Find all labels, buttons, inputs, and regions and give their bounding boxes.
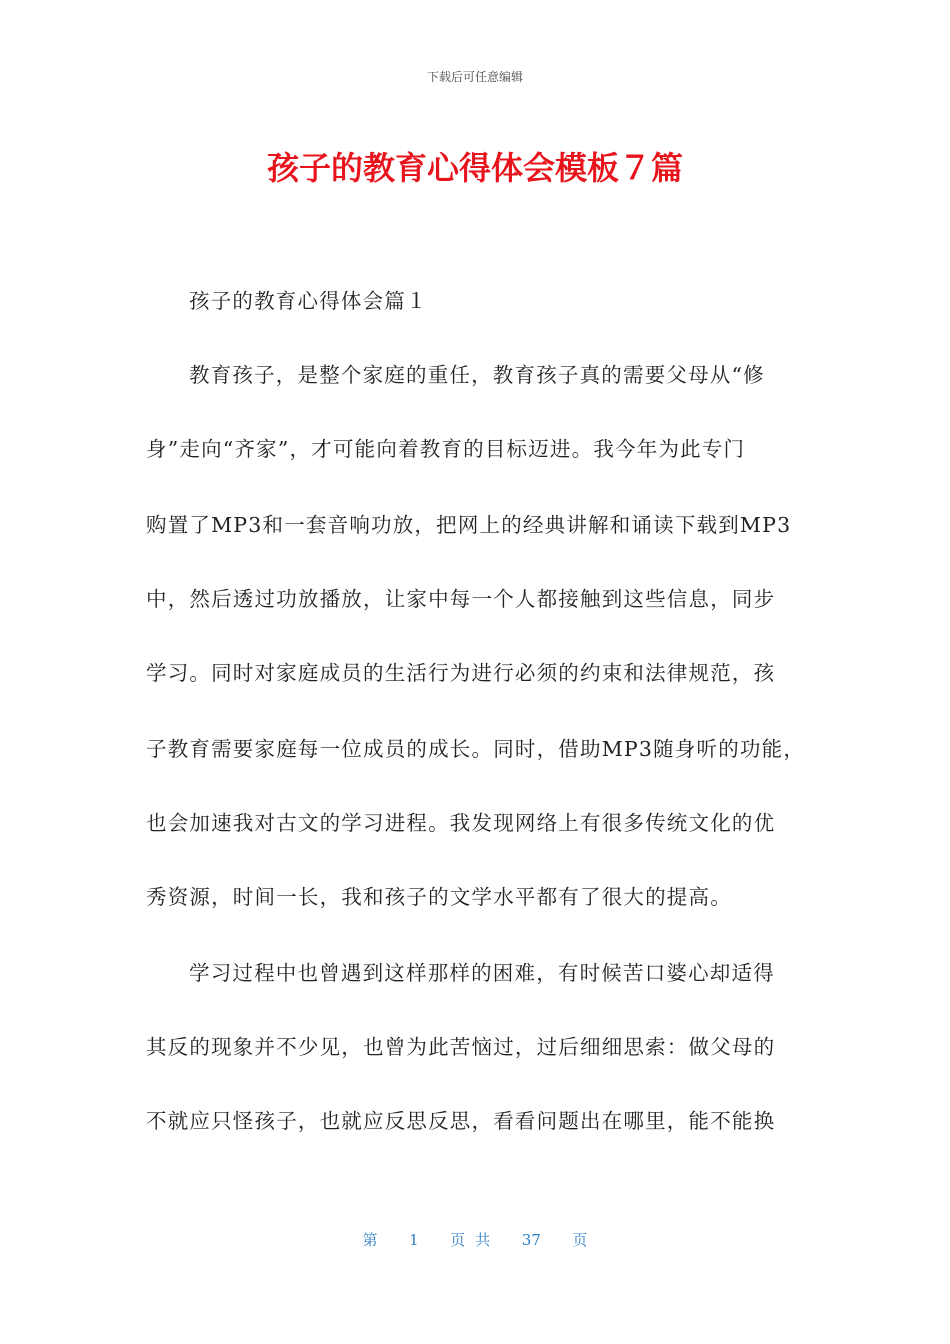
body-line: 也会加速我对古文的学习进程。我发现网络上有很多传统文化的优	[146, 811, 776, 835]
document-title: 孩子的教育心得体会模板７篇	[266, 149, 683, 187]
body-line: 子教育需要家庭每一位成员的成长。同时，借助MP3随身听的功能，	[146, 737, 806, 761]
body-line: 学习。同时对家庭成员的生活行为进行必须的约束和法律规范，孩	[146, 661, 776, 685]
body-line: 学习过程中也曾遇到这样那样的困难，有时候苦口婆心却适得	[189, 961, 775, 985]
footer-mid: 页共	[450, 1231, 501, 1249]
body-line: 秀资源，时间一长，我和孩子的文学水平都有了很大的提高。	[146, 885, 732, 909]
body-line: 中，然后透过功放播放，让家中每一个人都接触到这些信息，同步	[146, 587, 776, 611]
body-line: 购置了MP3和一套音响功放，把网上的经典讲解和诵读下载到MP3	[146, 513, 792, 537]
footer-prefix: 第	[362, 1231, 378, 1249]
page-footer	[0, 1229, 950, 1250]
section-heading: 孩子的教育心得体会篇１	[189, 289, 428, 313]
footer-suffix: 页	[572, 1231, 588, 1249]
body-line: 其反的现象并不少见，也曾为此苦恼过，过后细细思索：做父母的	[146, 1035, 776, 1059]
body-line: 教育孩子，是整个家庭的重任，教育孩子真的需要父母从“修	[189, 363, 765, 387]
body-line: 不就应只怪孩子，也就应反思反思，看看问题出在哪里，能不能换	[146, 1109, 776, 1133]
footer-current-page: 1	[409, 1231, 419, 1249]
footer-total-pages: 37	[521, 1231, 541, 1249]
body-line: 身”走向“齐家”，才可能向着教育的目标迈进。我今年为此专门	[146, 437, 746, 461]
header-note: 下载后可任意编辑	[426, 70, 523, 84]
